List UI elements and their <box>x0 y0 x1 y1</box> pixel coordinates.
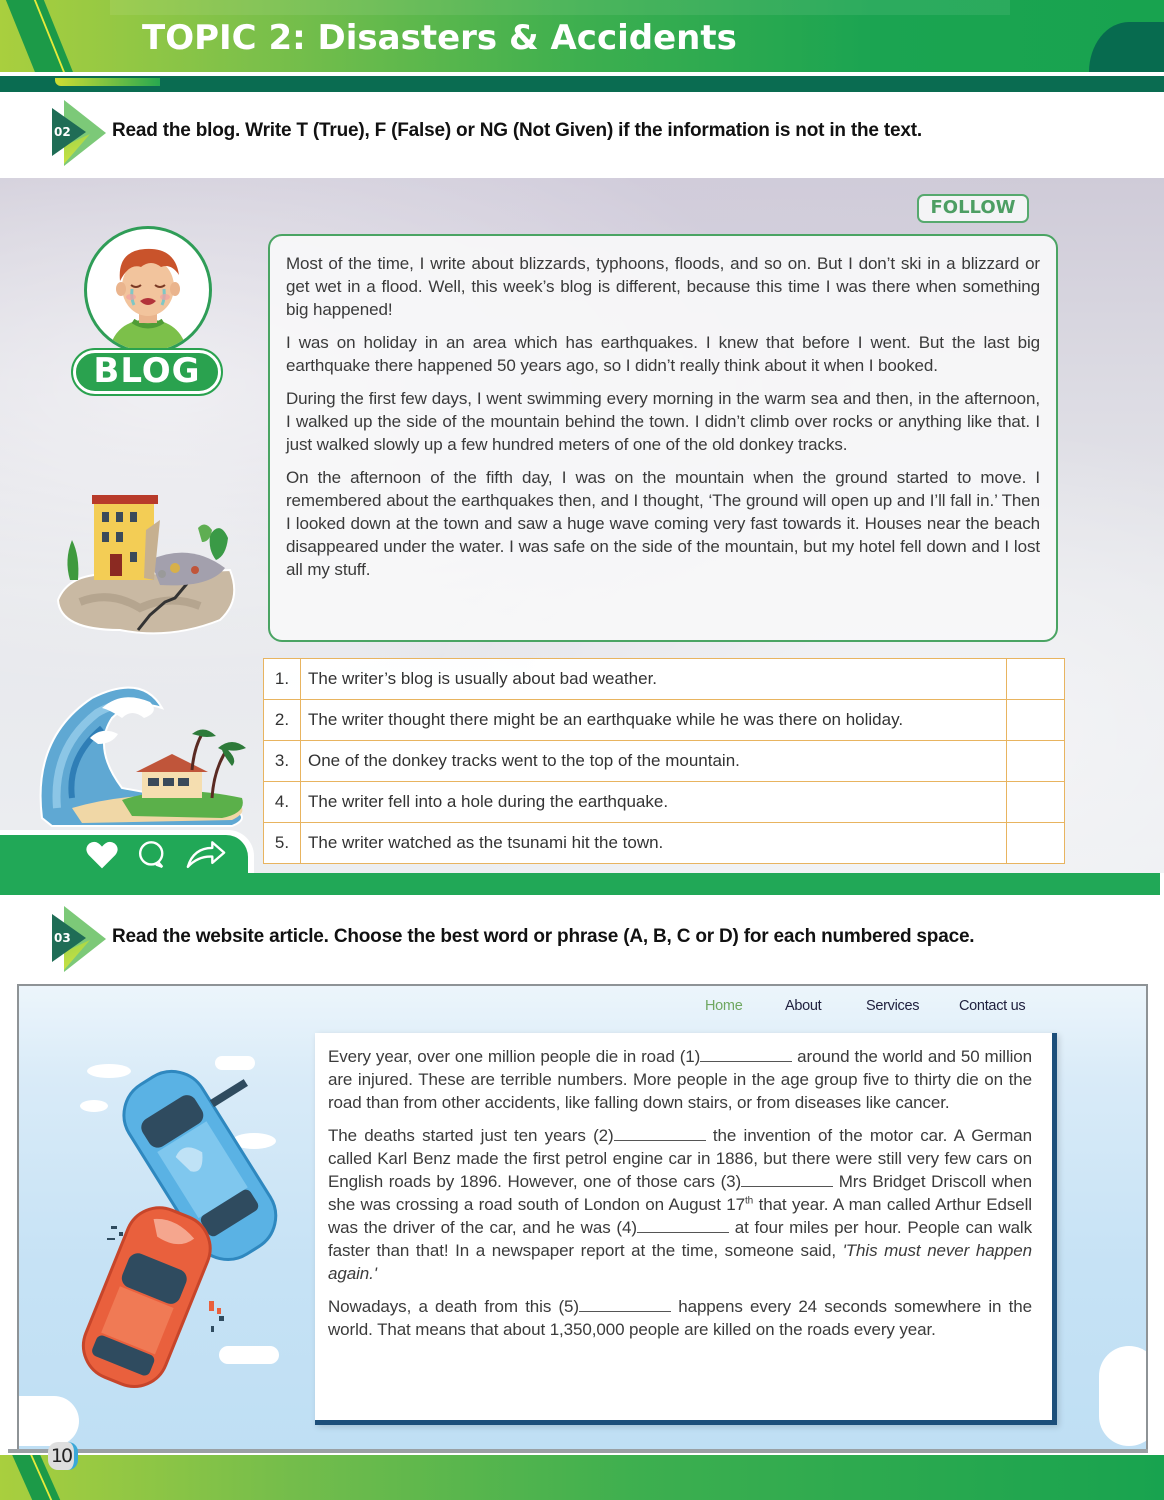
article-text: The deaths started just ten years <box>328 1126 594 1145</box>
statement-text: The writer watched as the tsunami hit the town. <box>301 823 1007 864</box>
gap-1-blank[interactable] <box>700 1061 792 1062</box>
earthquake-illustration <box>50 490 240 645</box>
heart-icon[interactable] <box>82 840 122 873</box>
blog-badge: BLOG <box>73 350 221 394</box>
gap-2-blank[interactable] <box>614 1140 706 1141</box>
article-paragraph <box>328 1124 1032 1285</box>
exercise-number-badge <box>50 904 112 974</box>
header-highlight <box>110 0 1010 15</box>
gap-label: (2) <box>593 1126 614 1145</box>
site-navigation <box>19 998 1146 1018</box>
true-false-table <box>263 658 1065 864</box>
blog-paragraph: Most of the time, I write about blizzards, typhoons, floods, and so on. But I don’t ski in a blizzard or get wet in a flood. Well, this week’s blog is different, because this time I was there when something big happened! <box>286 254 1040 319</box>
nav-home[interactable]: Home <box>705 998 743 1014</box>
blog-paragraph: On the afternoon of the fifth day, I was on the mountain when the ground started to move. I remembered about the earthquakes then, and I thought, ‘The ground will open up and I’ll fall in.’ Then I looked down at the town and saw a huge wave coming very fast towards it. Houses near the beach disappeared under the water. I was safe on the side of the mountain, but my hotel fell down and I lost all my stuff. <box>286 468 1040 579</box>
statement-number: 3. <box>264 741 301 782</box>
table-row <box>264 741 1065 782</box>
article-text: at four miles per hour. People can walk faster than that! In a newspaper report at the time, someone said, <box>328 1218 1032 1260</box>
exercise-number: 02 <box>54 125 71 139</box>
exercise-instruction: Read the website article. Choose the best word or phrase (A, B, C or D) for each numbered space. <box>112 926 975 947</box>
exercise-number-badge <box>50 98 112 168</box>
article-text: the invention of the motor car. A German called Karl Benz made the first petrol engine car in 1886, but there were still very few cars on English roads by 1896. However, one of those cars <box>328 1126 1032 1191</box>
answer-cell[interactable] <box>1007 823 1065 864</box>
ordinal-suffix: th <box>745 1195 754 1207</box>
article-paragraph <box>328 1295 1032 1341</box>
tsunami-illustration <box>32 678 262 833</box>
article-text: that year. A man called Arthur Edsell was the driver of the car, and he was <box>328 1195 1032 1237</box>
section-divider <box>0 873 1160 895</box>
car-crash-illustration <box>49 1046 309 1401</box>
article-text: around the world and 50 million are injured. These are terrible numbers. More people in the age group five to thirty die on the road than from other accidents, like falling down stairs, or from diseases like cancer. <box>328 1047 1033 1112</box>
nav-contact[interactable]: Contact us <box>959 998 1026 1014</box>
exercise-number: 03 <box>54 931 71 945</box>
page-footer <box>0 1455 1164 1500</box>
exercise-02-heading <box>50 98 1150 168</box>
statement-text: The writer’s blog is usually about bad weather. <box>301 659 1007 700</box>
statement-text: One of the donkey tracks went to the top of the mountain. <box>301 741 1007 782</box>
cloud-decoration <box>17 1396 79 1446</box>
car-crash-icon <box>49 1046 309 1396</box>
newspaper-quote: 'This must never happen again.' <box>328 1241 1032 1283</box>
nav-services[interactable]: Services <box>866 998 920 1014</box>
website-mockup <box>17 984 1148 1451</box>
answer-cell[interactable] <box>1007 700 1065 741</box>
page-number: 10 <box>48 1442 78 1470</box>
gap-label: (3) <box>720 1172 742 1191</box>
crying-boy-icon <box>87 229 209 351</box>
cloud-decoration <box>1099 1346 1148 1446</box>
comment-icon[interactable] <box>133 840 171 873</box>
statement-text: The writer fell into a hole during the earthquake. <box>301 782 1007 823</box>
follow-button[interactable]: FOLLOW <box>917 194 1029 223</box>
gap-4-blank[interactable] <box>637 1232 729 1233</box>
article-text: Mrs Bridget Driscoll when she was crossing a road south of London on August 17 <box>328 1172 1032 1214</box>
article-text: happens every 24 seconds somewhere in the world. That means that about 1,350,000 people are killed on the roads every year. <box>328 1297 1032 1339</box>
header-corner-shape <box>1089 22 1164 72</box>
statement-number: 2. <box>264 700 301 741</box>
answer-cell[interactable] <box>1007 782 1065 823</box>
statement-number: 5. <box>264 823 301 864</box>
article-card <box>315 1033 1057 1425</box>
header-rule <box>0 76 1164 92</box>
gap-5-blank[interactable] <box>579 1311 671 1312</box>
article-text: Every year, over one million people die in road <box>328 1047 680 1066</box>
nav-about[interactable]: About <box>785 998 822 1014</box>
footer-rule <box>8 1449 1148 1453</box>
page-title: TOPIC 2: Disasters & Accidents <box>142 18 737 58</box>
table-row <box>264 823 1065 864</box>
gap-label: (1) <box>679 1047 701 1066</box>
statement-number: 1. <box>264 659 301 700</box>
table-row <box>264 782 1065 823</box>
article-text: Nowadays, a death from this <box>328 1297 559 1316</box>
answer-cell[interactable] <box>1007 741 1065 782</box>
share-icon[interactable] <box>180 840 232 873</box>
gap-3-blank[interactable] <box>741 1186 833 1187</box>
blogger-avatar <box>84 226 212 354</box>
article-paragraph <box>328 1045 1032 1114</box>
collapsed-building-icon <box>50 490 240 640</box>
table-row <box>264 659 1065 700</box>
gap-label: (4) <box>616 1218 637 1237</box>
statement-number: 4. <box>264 782 301 823</box>
table-row <box>264 700 1065 741</box>
exercise-instruction: Read the blog. Write T (True), F (False) or NG (Not Given) if the information is not in the text. <box>112 120 922 141</box>
blog-post-card <box>268 234 1058 642</box>
blog-paragraph: I was on holiday in an area which has earthquakes. I knew that before I went. But the last big earthquake there happened 50 years ago, so I didn’t really think about it when I booked. <box>286 333 1040 375</box>
exercise-03-heading <box>50 904 1150 974</box>
tsunami-wave-icon <box>32 678 262 828</box>
statement-text: The writer thought there might be an earthquake while he was there on holiday. <box>301 700 1007 741</box>
gap-label: (5) <box>558 1297 579 1316</box>
blog-paragraph: During the first few days, I went swimming every morning in the warm sea and then, in the afternoon, I walked up the side of the mountain behind the town. I didn’t climb over rocks or anything like that. I just walked slowly up a few hundred meters of one of the old donkey tracks. <box>286 389 1040 454</box>
answer-cell[interactable] <box>1007 659 1065 700</box>
header-rule-accent <box>55 78 160 86</box>
blog-section <box>0 178 1164 873</box>
topic-header <box>0 0 1164 72</box>
